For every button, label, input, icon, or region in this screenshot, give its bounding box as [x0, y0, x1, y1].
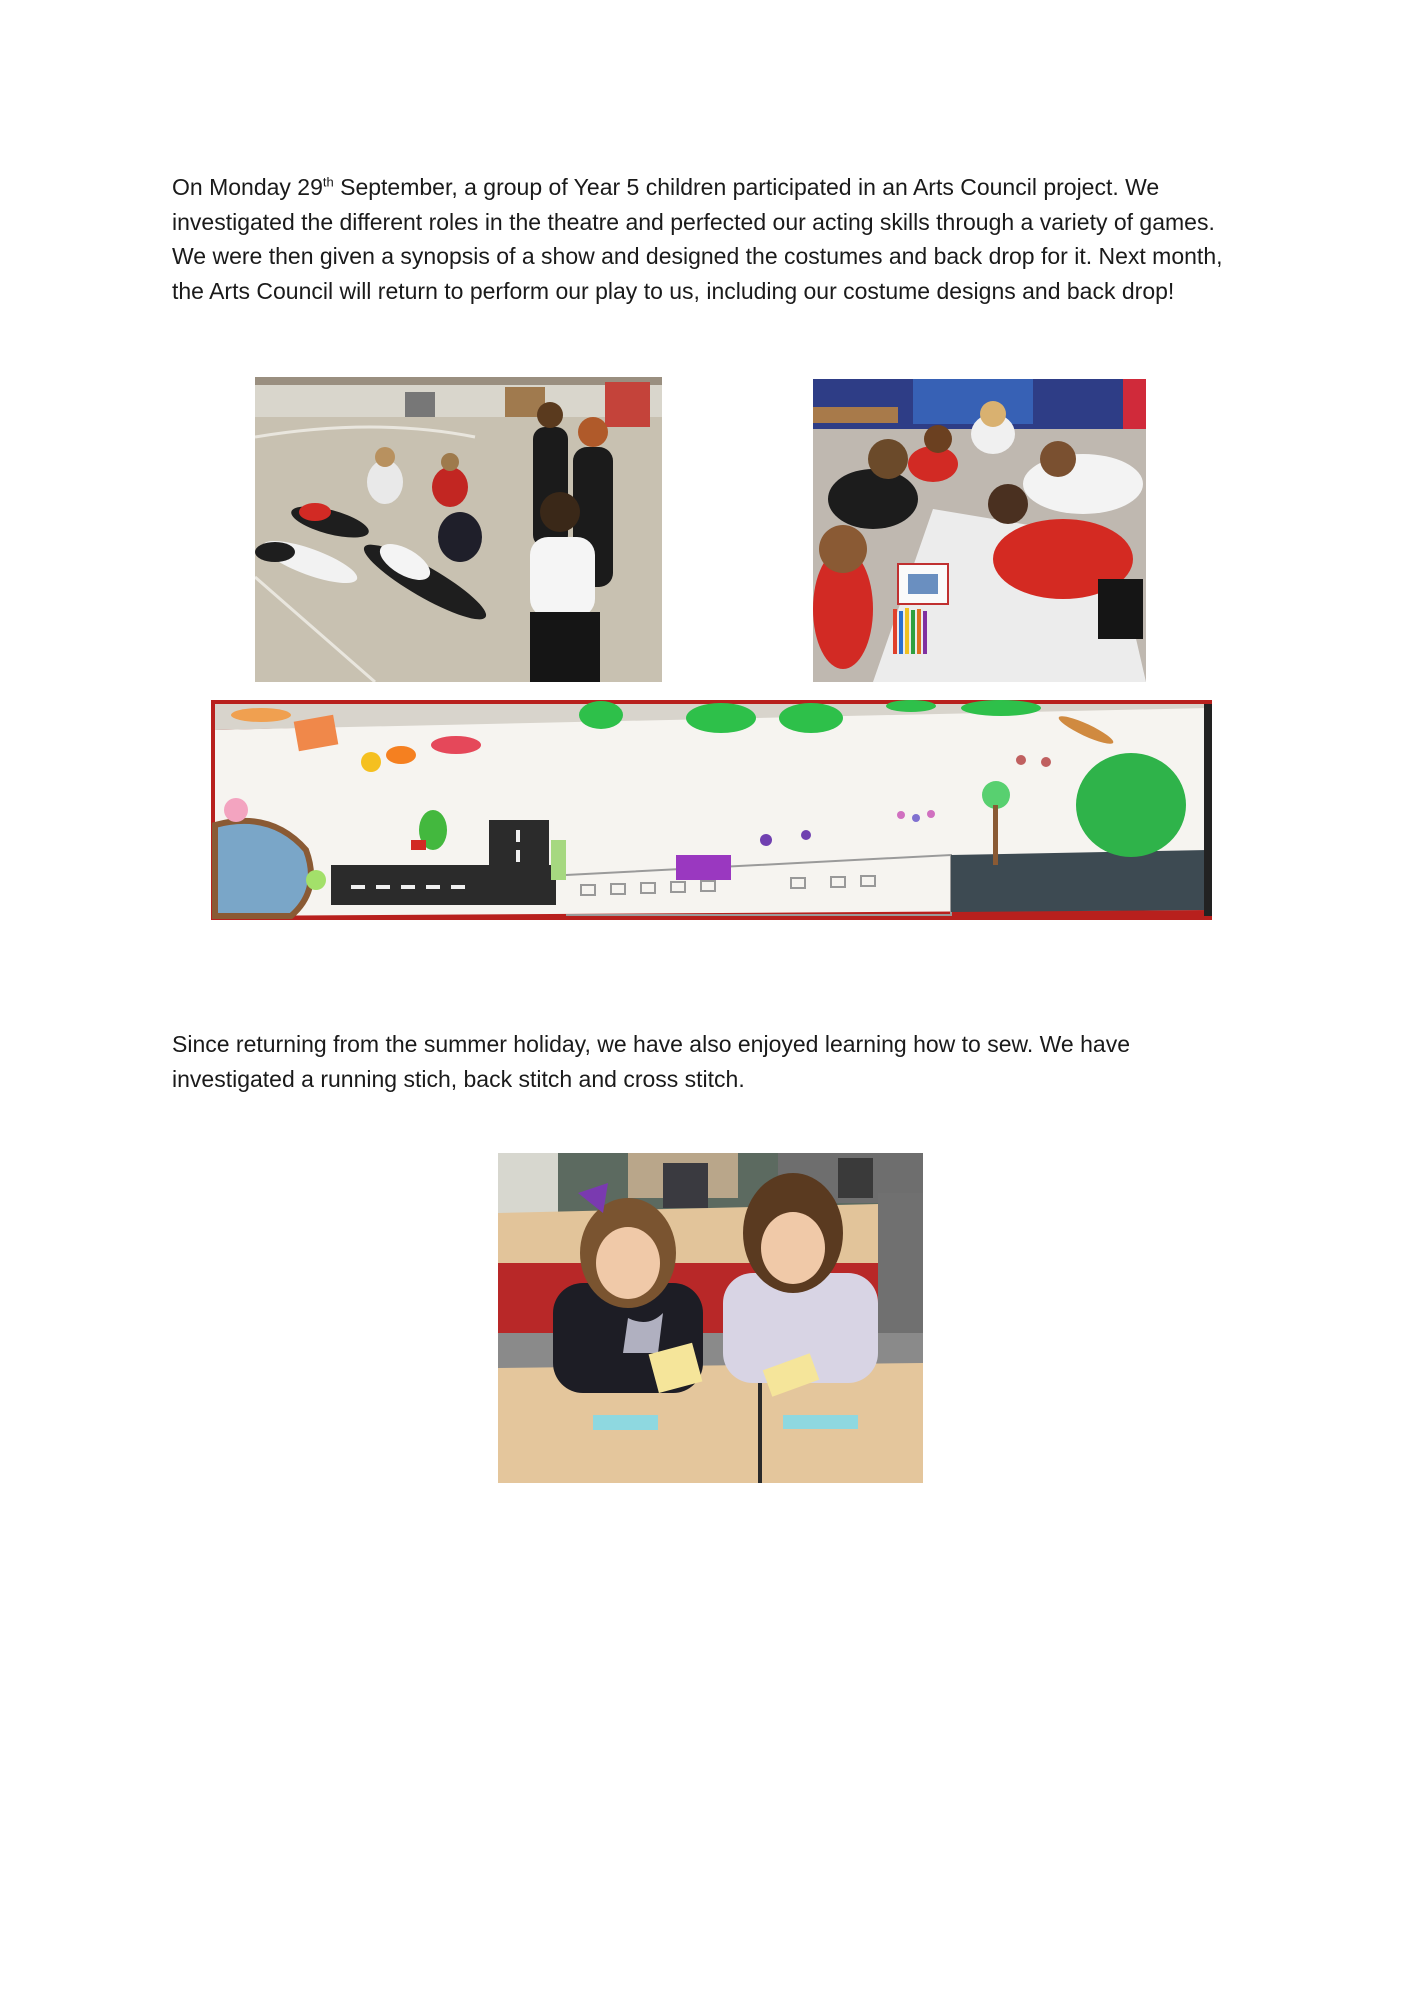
sewing-paragraph: Since returning from the summer holiday, we have also enjoyed learning how to sew. We have investigated a running stich, back stitch and cross stitch.	[172, 1031, 1130, 1092]
date-ordinal-suffix: th	[322, 174, 334, 190]
costume-design-photo	[813, 379, 1146, 682]
painted-backdrop-photo	[211, 700, 1212, 920]
sewing-photo	[498, 1153, 923, 1483]
intro-paragraph	[172, 170, 1232, 308]
intro-text-rest: September, a group of Year 5 children participated in an Arts Council project. We investigated the different roles in the theatre and perfected our acting skills through a variety of games. We were then given a synopsis of a show and designed the costumes and back drop for it. Next month, the Arts Council will return to perform our play to us, including our costume designs and back drop!	[172, 174, 1223, 304]
intro-text-start: On Monday 29	[172, 174, 323, 200]
drama-games-photo	[255, 377, 662, 682]
